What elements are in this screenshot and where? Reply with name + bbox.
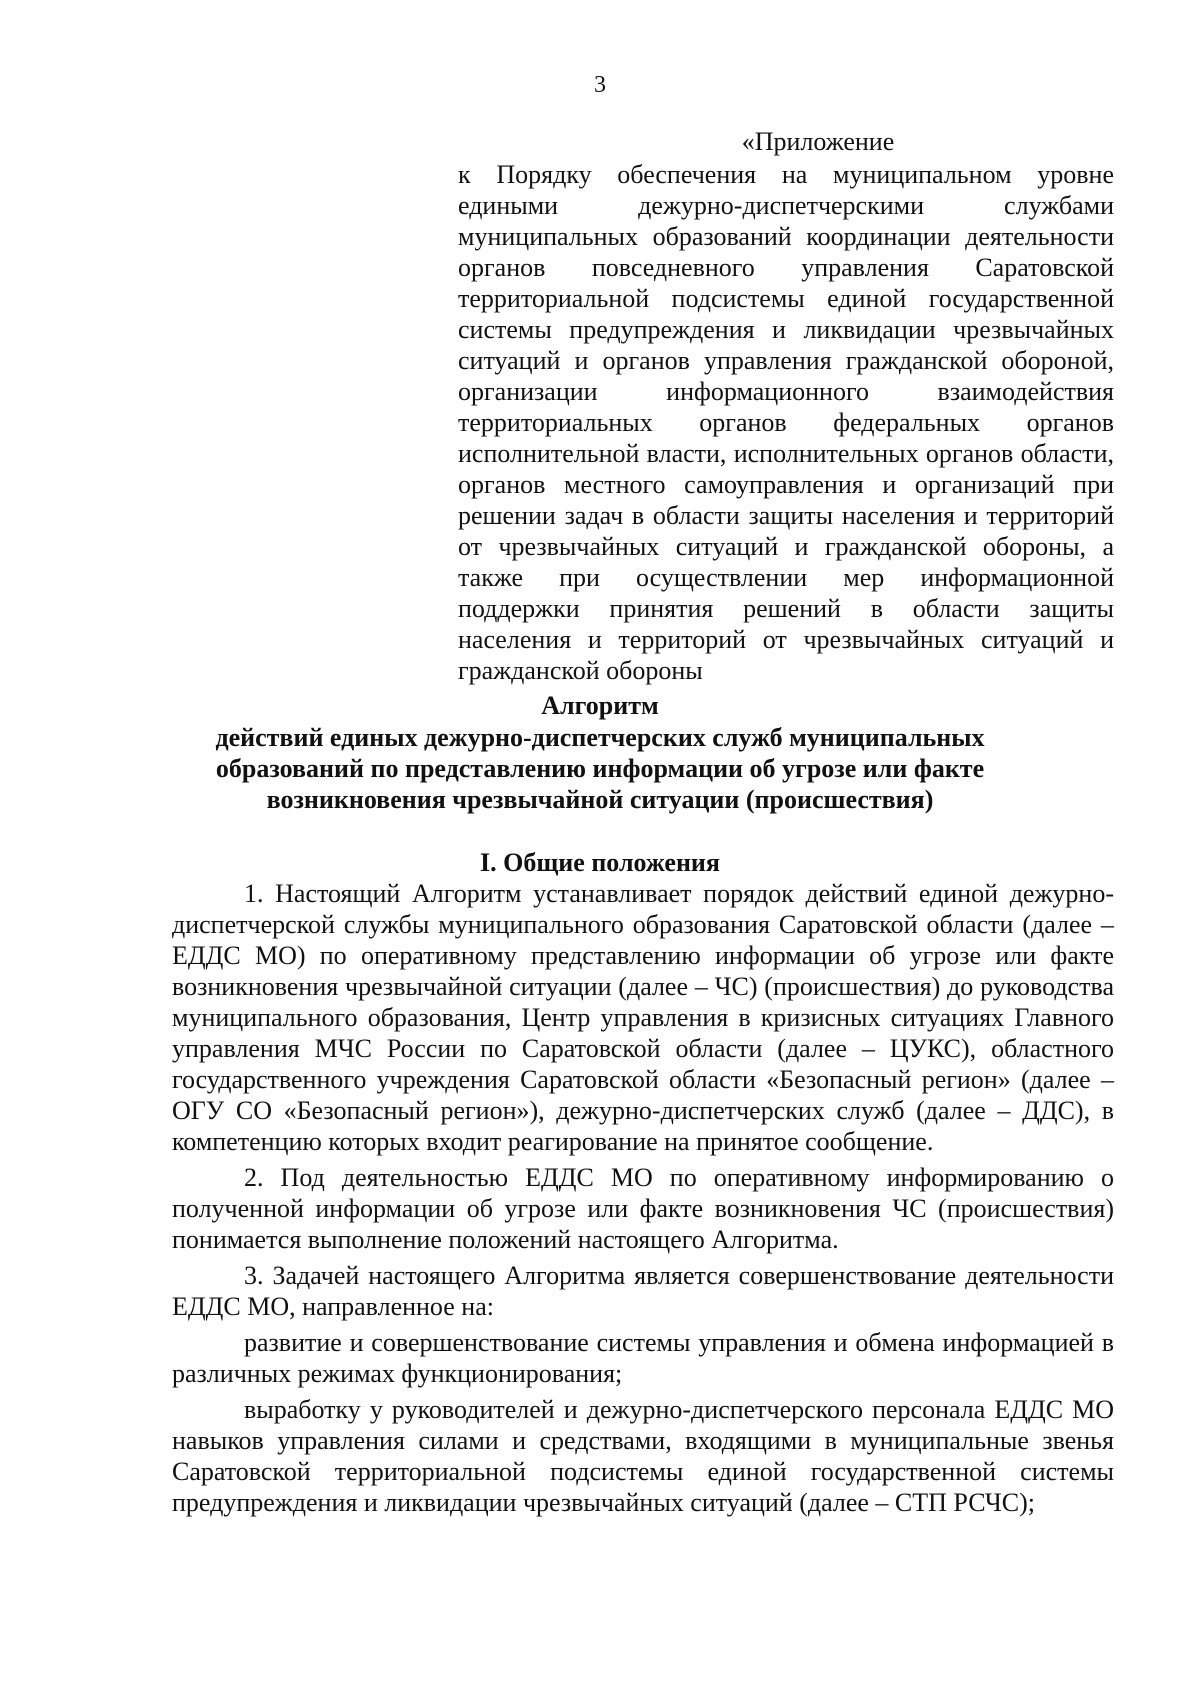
- title-line-2: образований по представлению информации об угрозе или факте: [215, 754, 985, 783]
- document-title: [150, 690, 1050, 815]
- page-number: 3: [594, 72, 606, 98]
- paragraph: выработку у руководителей и дежурно-диспетчерского персонала ЕДДС МО навыков управления силами и средствами, входящими в муниципальные звенья Саратовской территориальной подсистемы единой государственной системы предупреждения и ликвидации чрезвычайных ситуаций (далее – СТП РСЧС);: [172, 1395, 1114, 1517]
- paragraph: 2. Под деятельностью ЕДДС МО по оперативному информированию о полученной информации об угрозе или факте возникновения ЧС (происшествия) понимается выполнение положений настоящего Алгоритма.: [172, 1163, 1114, 1254]
- section-heading: I. Общие положения: [480, 848, 720, 877]
- appendix-block: [458, 126, 1114, 686]
- appendix-title: «Приложение: [741, 127, 895, 156]
- section-body: [172, 878, 1114, 1523]
- title-main: Алгоритм: [541, 691, 659, 720]
- paragraph: развитие и совершенствование системы управления и обмена информацией в различных режимах функционирования;: [172, 1328, 1114, 1388]
- title-line-3: возникновения чрезвычайной ситуации (происшествия): [266, 785, 934, 814]
- appendix-text: к Порядку обеспечения на муниципальном уровне едиными дежурно-диспетчерскими службами муниципальных образований координации деятельности органов повседневного управления Саратовской территориальной подсистемы единой государственной системы предупреждения и ликвидации чрезвычайных ситуаций и органов управления гражданской обороной, организации информационного взаимодействия территориальных органов федеральных органов исполнительной власти, исполнительных органов области, органов местного самоуправления и организаций при решении задач в области защиты населения и территорий от чрезвычайных ситуаций и гражданской обороны, а также при осуществлении мер информационной поддержки принятия решений в области защиты населения и территорий от чрезвычайных ситуаций и гражданской обороны: [458, 160, 1114, 685]
- title-line-1: действий единых дежурно-диспетчерских служб муниципальных: [215, 723, 985, 752]
- paragraph: 3. Задачей настоящего Алгоритма является совершенствование деятельности ЕДДС МО, направленное на:: [172, 1261, 1114, 1321]
- paragraph: 1. Настоящий Алгоритм устанавливает порядок действий единой дежурно-диспетчерской службы муниципального образования Саратовской области (далее – ЕДДС МО) по оперативному представлению информации об угрозе или факте возникновения чрезвычайной ситуации (далее – ЧС) (происшествия) до руководства муниципального образования, Центр управления в кризисных ситуациях Главного управления МЧС России по Саратовской области (далее – ЦУКС), областного государственного учреждения Саратовской области «Безопасный регион» (далее – ОГУ СО «Безопасный регион»), дежурно-диспетчерских служб (далее – ДДС), в компетенцию которых входит реагирование на принятое сообщение.: [172, 879, 1114, 1156]
